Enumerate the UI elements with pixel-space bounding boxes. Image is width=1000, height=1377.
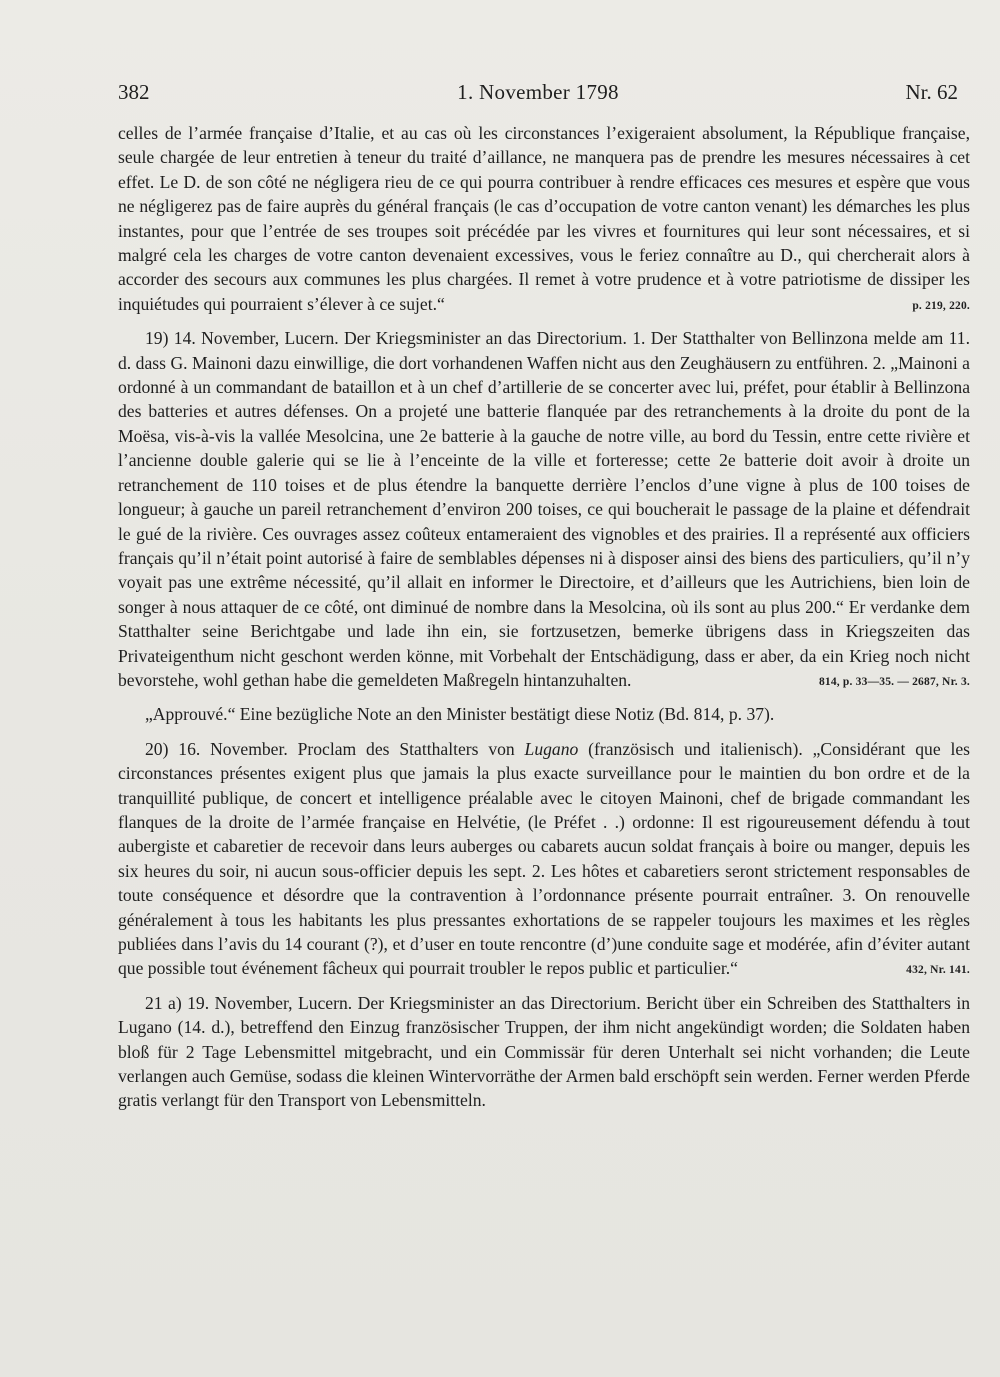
paragraph-continuation <box>118 121 970 316</box>
paragraph-lead: 20) 16. November. Proclam des Statthalters von <box>145 738 515 759</box>
place-name: Lugano <box>524 738 579 759</box>
paragraph-text: „Approuvé.“ Eine bezügliche Note an den Minister bestätigt diese Notiz (Bd. 814, p. 37). <box>145 704 775 725</box>
entry-number: Nr. 62 <box>905 80 958 104</box>
page-header <box>118 80 958 110</box>
page-number: 382 <box>118 80 150 104</box>
paragraph-text: 19) 14. November, Lucern. Der Kriegsminister an das Directorium. 1. Der Statthalter von Bellinzona melde am 11. d. dass G. Mainoni dazu einwillige, die dort vorhandenen Waffen nicht aus den Zeughäusern zu entführen. 2. „Mainoni a ordonné à un commandant de bataillon et à un chef d’artillerie de se concerter avec lui, préfet, pour établir à Bellinzona des batteries et autres défenses. On a projeté une batterie flanquée par des retranchements à la droite du pont de la Moësa, vis-à-vis la vallée Mesolcina, une 2e batterie à la gauche de notre ville, au bord du Tessin, entre cette rivière et l’ancienne double galerie qui se lie à l’enceinte de la ville et forteresse; cette 2e batterie doit avoir à droite un retranchement de 110 toises et de plus étendre la banquette derrière l’enclos d’une vigne à plus de 100 toises de longueur; à gauche un pareil retranchement d’environ 200 toises, ce qui boucherait le passage de la plaine et défendrait le gué de la rivière. Ces ouvrages assez coûteux entameraient des vignobles et des prairies. Il a représenté aux officiers français qu’il n’était point autorisé à faire de semblables dépenses ni à disposer ainsi des biens des particuliers, qu’il n’y voyait pas une extrême nécessité, qu’il allait en informer le Directoire, et d’ailleurs que les Autrichiens, bien loin de songer à nous attaquer de ce côté, ont diminué de nombre dans la Mesolcina, où ils sont au plus 200.“ Er verdanke dem Statthalter seine Berichtgabe und lade ihn ein, sie fortzusetzen, bemerke übrigens dass in Kriegszeiten das Privateigenthum nicht geschont werden könne, mit Vorbehalt der Entschädigung, dass er aber, da ein Krieg noch nicht bevorstehe, wohl gethan habe die gemeldeten Maßregeln hintanzuhalten. <box>118 328 970 690</box>
paragraph-text: (französisch und italienisch). „Considérant que les circonstances présentes exigent plus que jamais la plus exacte surveillance pour le maintien du bon ordre et de la tranquillité publique, de concert et intelligence préalable avec le citoyen Mainoni, chef de brigade commandant les flanques de la droite de l’armée française en Helvétie, (le Préfet . .) ordonne: Il est rigoureusement défendu à tout aubergiste et cabaretier de recevoir dans leurs auberges ou cabarets aucun soldat français à boire ou manger, depuis les six heures du soir, ni aucun sous-officier depuis les sept. 2. Les hôtes et cabaretiers seront strictement responsables de toute conséquence et désordre que la contravention à l’ordonnance présente pourrait entraîner. 3. On renouvelle généralement à tous les habitants les plus pressantes exhortations de se rappeler toujours les maximes et les règles publiées dans l’avis du 14 courant (?), et d’user en toute rencontre (d’)une conduite sage et modérée, afin d’éviter autant que possible tout événement fâcheux qui pourrait troubler le repos public et particulier.“ <box>118 738 970 979</box>
paragraph-text: celles de l’armée française d’Italie, et au cas où les circonstances l’exigeraient absolument, la République française, seule chargée de leur entretien à teneur du traité d’aillance, ne manquera pas de prendre les mesures nécessaires à cet effet. Le D. de son côté ne négligera rieu de ce qui pourra contribuer à rendre efficaces ces mesures et espère que vous ne négligerez pas de faire auprès du général français (le cas d’occupation de votre canton venant) les démarches les plus instantes, pour que l’entrée de ses troupes soit précédée par les vivres et fournitures qui leur sont nécessaires, et si malgré cela les charges de votre canton devenaient excessives, vous le feriez connaître au D., qui chercherait alors à accorder des secours aux communes les plus chargées. Il remet à votre prudence et à votre patriotisme de dissiper les inquiétudes qui pourraient s’élever à ce sujet.“ <box>118 123 970 314</box>
paragraph-text: 21 a) 19. November, Lucern. Der Kriegsminister an das Directorium. Bericht über ein Schreiben des Statthalters in Lugano (14. d.), betreffend den Einzug französischer Truppen, der ihm nicht angekündigt worden; die Soldaten haben bloß für 2 Tage Lebensmittel mitgebracht, und ein Commissär für deren Unterhalt sei nicht vorhanden; die Leute verlangen auch Gemüse, sodass die kleinen Wintervorräthe der Armen bald erschöpft sein werden. Ferner werden Pferde gratis verlangt für den Transport von Lebensmitteln. <box>118 992 970 1111</box>
paragraph-entry-19 <box>118 326 970 692</box>
page-body <box>118 121 970 1113</box>
source-reference: 814, p. 33—35. — 2687, Nr. 3. <box>818 675 970 688</box>
source-reference: p. 219, 220. <box>912 299 970 312</box>
paragraph-entry-21a <box>118 991 970 1113</box>
paragraph-approval-note <box>118 702 970 726</box>
source-reference: 432, Nr. 141. <box>906 964 970 977</box>
paragraph-entry-20 <box>118 737 970 981</box>
running-date: 1. November 1798 <box>457 80 619 104</box>
